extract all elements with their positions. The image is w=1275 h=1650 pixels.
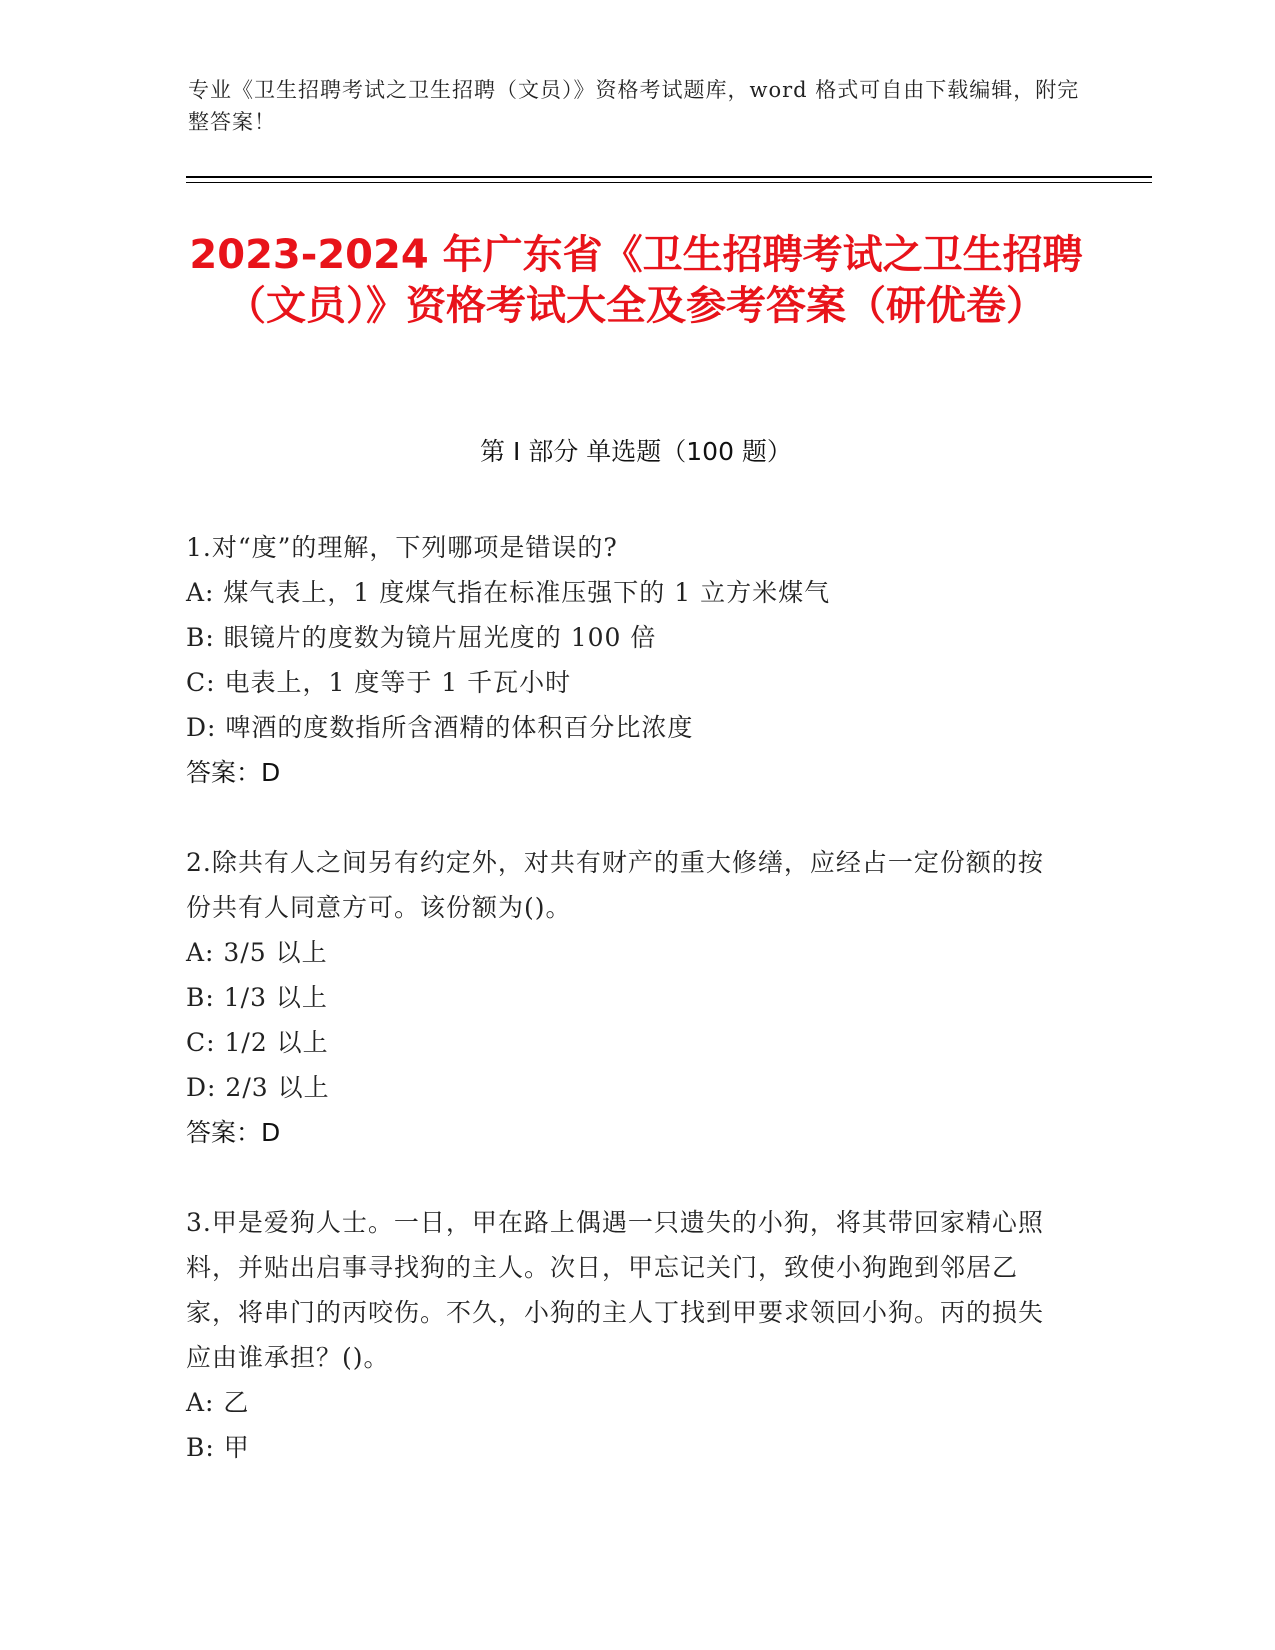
option-c: C: 1/2 以上 bbox=[186, 1028, 329, 1057]
question-2 bbox=[186, 840, 1066, 1155]
option-c: C: 电表上，1 度等于 1 千瓦小时 bbox=[186, 668, 572, 697]
question-1 bbox=[186, 525, 1066, 795]
header-rule-thick bbox=[186, 176, 1152, 178]
answer: 答案：D bbox=[186, 1118, 281, 1147]
option-d: D: 2/3 以上 bbox=[186, 1073, 330, 1102]
question-stem: 1.对“度”的理解，下列哪项是错误的? bbox=[186, 533, 618, 562]
option-d: D: 啤酒的度数指所含酒精的体积百分比浓度 bbox=[186, 713, 694, 742]
option-a: A: 煤气表上，1 度煤气指在标准压强下的 1 立方米煤气 bbox=[186, 578, 831, 607]
header-note: 专业《卫生招聘考试之卫生招聘（文员）》资格考试题库，word 格式可自由下载编辑，附完整答案！ bbox=[188, 78, 1080, 134]
question-list bbox=[186, 525, 1066, 1515]
option-a: A: 乙 bbox=[186, 1388, 250, 1417]
question-stem: 2.除共有人之间另有约定外，对共有财产的重大修缮，应经占一定份额的按份共有人同意方可。该份额为()。 bbox=[186, 848, 1044, 922]
question-3 bbox=[186, 1200, 1066, 1470]
option-a: A: 3/5 以上 bbox=[186, 938, 328, 967]
option-b: B: 眼镜片的度数为镜片屈光度的 100 倍 bbox=[186, 623, 657, 652]
header-rule-thin bbox=[186, 182, 1152, 183]
document-title: 2023-2024 年广东省《卫生招聘考试之卫生招聘（文员）》资格考试大全及参考答案（研优卷） bbox=[189, 232, 1083, 329]
answer: 答案：D bbox=[186, 758, 281, 787]
option-b: B: 1/3 以上 bbox=[186, 983, 328, 1012]
question-stem: 3.甲是爱狗人士。一日，甲在路上偶遇一只遗失的小狗，将其带回家精心照料，并贴出启事寻找狗的主人。次日，甲忘记关门，致使小狗跑到邻居乙家，将串门的丙咬伤。不久，小狗的主人丁找到甲要求领回小狗。丙的损失应由谁承担？()。 bbox=[186, 1208, 1045, 1372]
option-b: B: 甲 bbox=[186, 1433, 250, 1462]
section-heading: 第 I 部分 单选题（100 题） bbox=[480, 437, 792, 466]
